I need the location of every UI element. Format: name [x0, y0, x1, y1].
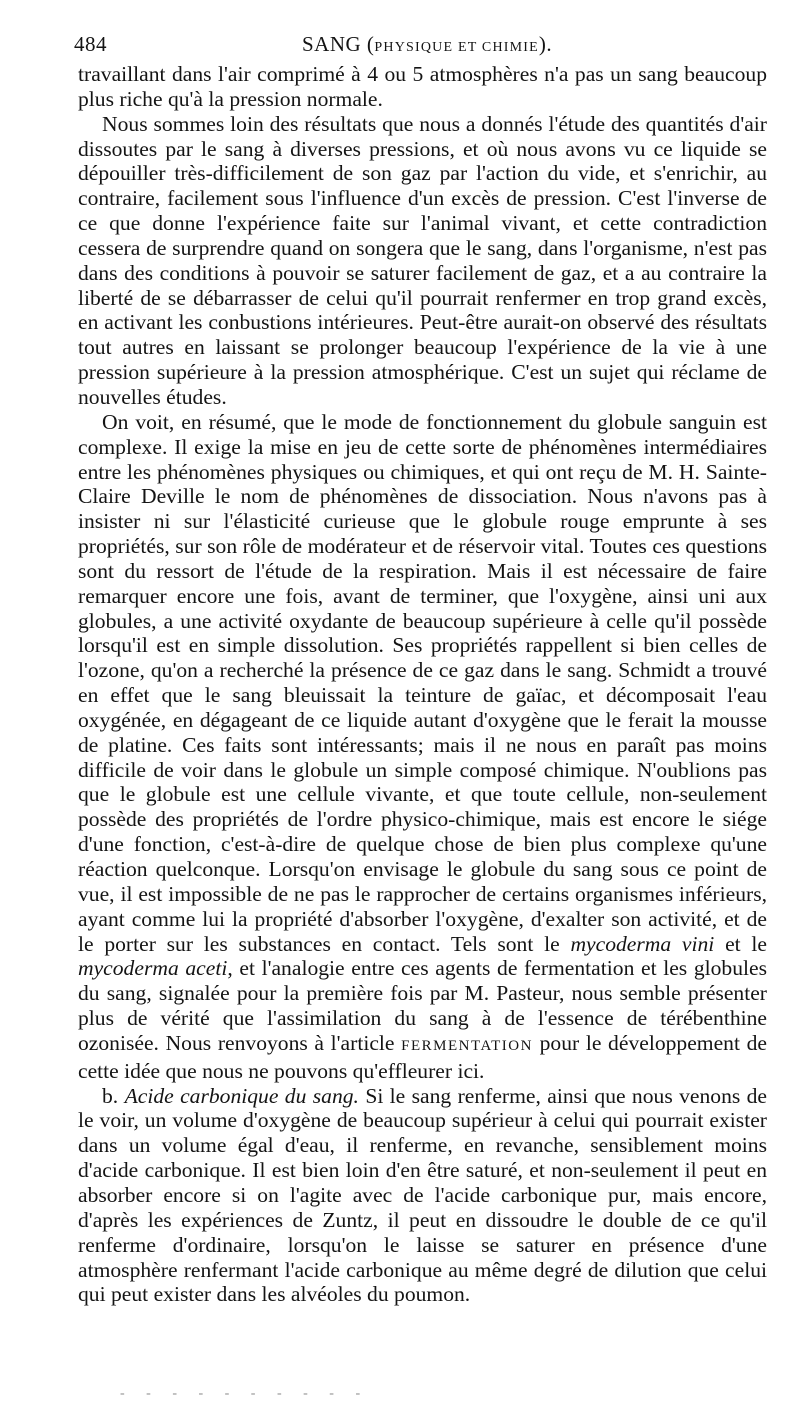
body-text	[78, 62, 767, 1307]
italic-mycoderma-vini: mycoderma vini	[570, 931, 715, 956]
section-heading-italic: Acide carbonique du sang.	[124, 1083, 359, 1108]
paragraph-globule-connector: et le	[714, 931, 767, 956]
running-head	[302, 32, 552, 57]
scan-margin-marks: - - - - - - - - - -	[120, 1386, 370, 1401]
page-number: 484	[74, 32, 107, 56]
paragraph-globule	[78, 410, 767, 1084]
section-label: b.	[102, 1083, 125, 1108]
paragraph-globule-text: On voit, en résumé, que le mode de fonctionnement du globule sanguin est complexe. Il exige la mise en jeu de cette sorte de phénomènes intermédiaires entre les phénomènes physiques ou chimiques, et qui ont reçu de M. H. Sainte-Claire Deville le nom de phénomènes de dissociation. Nous n'avons pas à insister ni sur l'élasticité curieuse que le globule rouge emprunte à ses propriétés, sur son rôle de modérateur et de réservoir vital. Toutes ces questions sont du ressort de l'étude de la respiration. Mais il est nécessaire de faire remarquer encore une fois, avant de terminer, que l'oxygène, ainsi uni aux globules, a une activité oxydante de beaucoup supérieure à celle qu'il possède lorsqu'il est en simple dissolution. Ses propriétés rappellent si bien celles de l'ozone, qu'on a recherché la présence de ce gaz dans le sang. Schmidt a trouvé en effet que le sang bleuissait la teinture de gaïac, et décomposait l'eau oxygénée, en dégageant de ce liquide autant d'oxygène que le ferait la mousse de platine. Ces faits sont intéressants; mais il ne nous en paraît pas moins difficile de voir dans le globule un simple composé chimique. N'oublions pas que le globule est une cellule vivante, et que toute cellule, non-seulement possède des propriétés de l'ordre physico-chimique, mais est encore le siége d'une fonction, c'est-à-dire de quelque chose de bien plus complexe qu'une réaction quelconque. Lorsqu'on envisage le globule du sang sous ce point de vue, il est impossible de ne pas le rapprocher de certains organismes inférieurs, ayant comme lui la propriété d'absorber l'oxygène, d'exalter son activité, et de le porter sur les substances en contact. Tels sont le	[78, 409, 767, 956]
italic-mycoderma-aceti: mycoderma aceti	[78, 956, 228, 981]
paragraph-globule-text-2: , et l'analogie entre ces agents de fermentation et les globules du sang, signalée pour la première fois par M. Pasteur, nous semble présenter plus de vérité que l'assimilation du sang à de l'essence de térébenthine ozonisée. Nous renvoyons à l'article	[78, 956, 767, 1055]
paragraph-carbonic-acid-text: Si le sang renferme, ainsi que nous venons de le voir, un volume d'oxygène de beaucoup supérieur à celui qui pourrait exister dans un volume égal d'eau, il renferme, en revanche, sensiblement moins d'acide carbonique. Il est bien loin d'en être saturé, et non-seulement il peut en absorber encore si on l'agite avec de l'acide carbonique pur, mais encore, d'après les expériences de Zuntz, il peut en dissoudre le double de ce qu'il renferme d'ordinaire, lorsqu'on le laisse se saturer en présence d'une atmosphère renfermant l'acide carbonique au même degré de dilution que celui qui peut exister dans les alvéoles du poumon.	[78, 1083, 768, 1307]
running-head-close: ).	[538, 32, 553, 56]
cross-reference-fermentation: FERMENTATION	[401, 1037, 533, 1054]
paragraph-carbonic-acid	[78, 1084, 767, 1308]
page-header	[74, 28, 768, 58]
running-head-subtitle: PHYSIQUE ET CHIMIE	[374, 40, 539, 55]
paragraph-continuation: travaillant dans l'air comprimé à 4 ou 5 atmosphères n'a pas un sang beaucoup plus riche qu'à la pression normale.	[78, 62, 767, 111]
paragraph-pressure: Nous sommes loin des résultats que nous a donnés l'étude des quantités d'air dissoutes par le sang à diverses pressions, et où nous avons vu ce liquide se dépouiller très-difficilement de son gaz par l'action du vide, et s'enrichir, au contraire, facilement sous l'influence d'un excès de pression. C'est l'inverse de ce que donne l'expérience faite sur l'animal vivant, et cette contradiction cessera de surprendre quand on songera que le sang, dans l'organisme, n'est pas dans des conditions à pouvoir se saturer facilement de gaz, et a au contraire la liberté de se débarrasser de celui qu'il pourrait renfermer en trop grand excès, en activant les conbustions intérieures. Peut-être aurait-on observé des résultats tout autres en laissant se prolonger beaucoup l'expérience de la vie à une pression supérieure à la pression atmosphérique. C'est un sujet qui réclame de nouvelles études.	[78, 111, 767, 409]
paragraph-globule-end: pour le développement de cette idée que nous ne pouvons qu'effleurer ici.	[78, 1030, 768, 1083]
running-head-main: SANG (	[302, 32, 375, 56]
